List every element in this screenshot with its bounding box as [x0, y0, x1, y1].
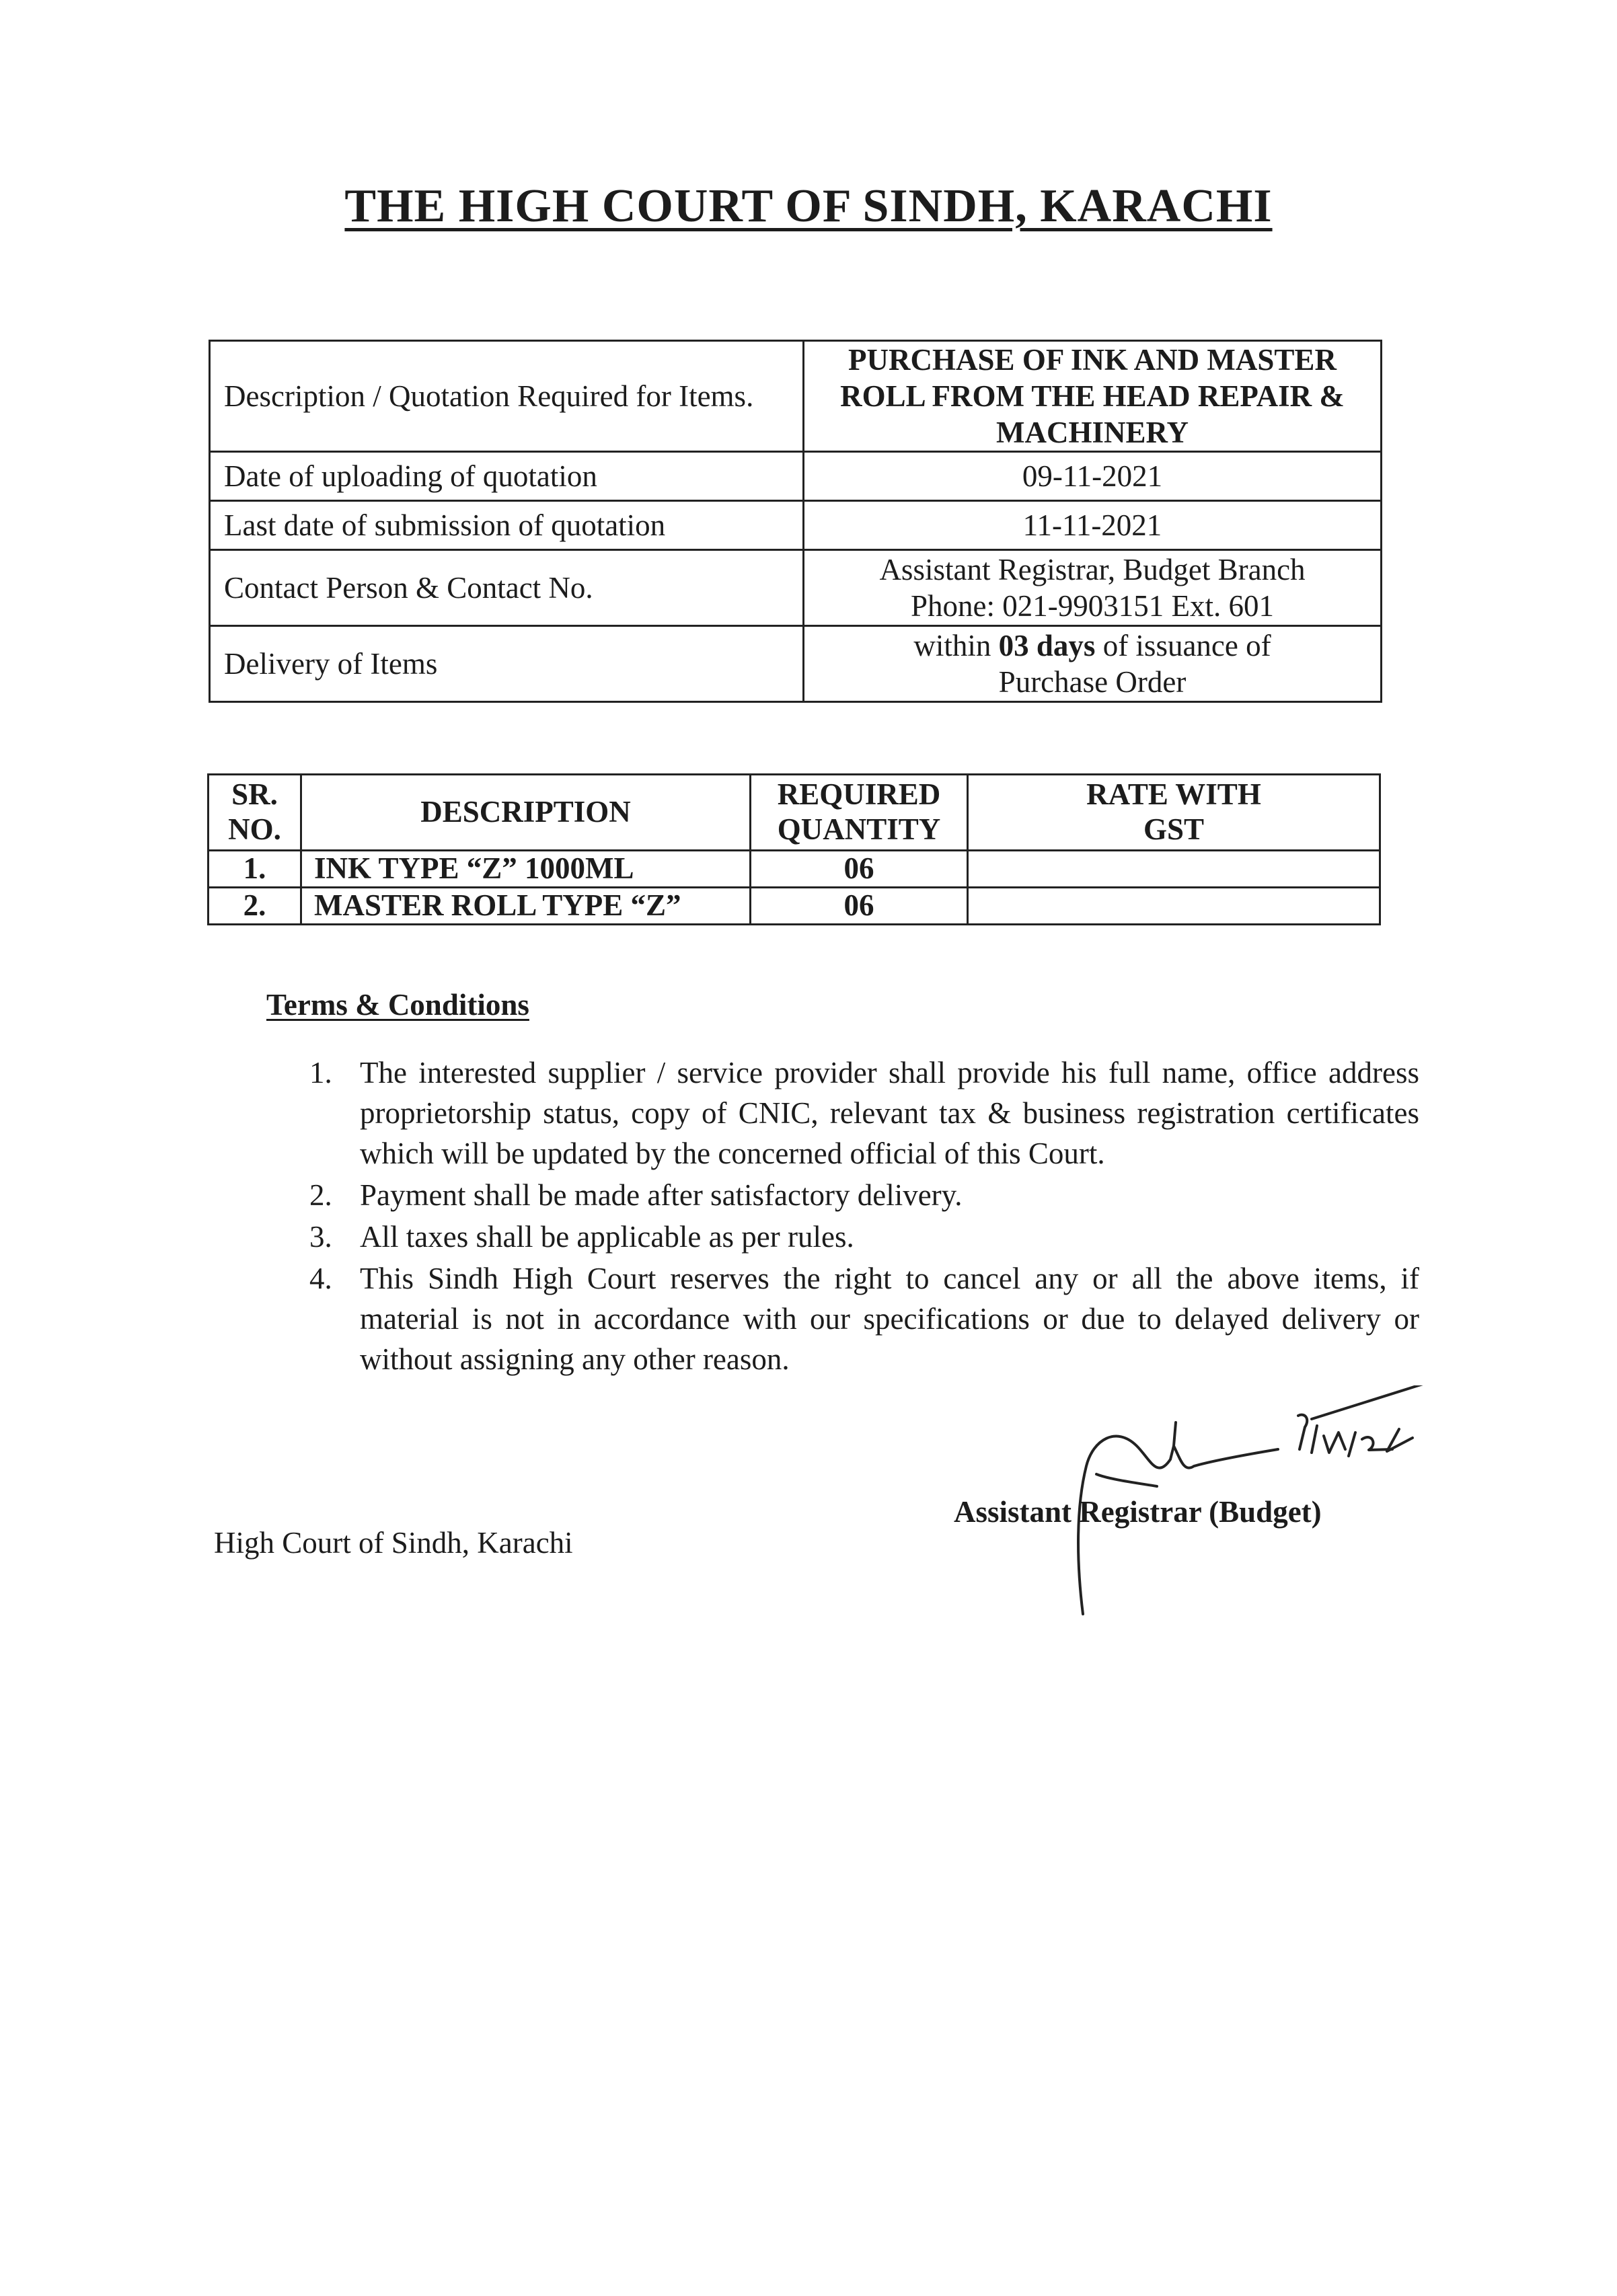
- term-text: This Sindh High Court reserves the right to cancel any or all the above items, if material is not in accordance with our specifications or due to delayed delivery or without assigning any other reason.: [360, 1262, 1419, 1376]
- table-row: [209, 888, 1380, 925]
- list-item: [296, 1217, 1419, 1257]
- page-title: THE HIGH COURT OF SINDH, KARACHI: [344, 180, 1273, 232]
- info-label: Contact Person & Contact No.: [210, 550, 804, 626]
- delivery-text: of issuance of: [1095, 629, 1271, 662]
- cell-sr: 2.: [209, 888, 301, 925]
- info-row-upload-date: [210, 452, 1382, 501]
- info-label: Last date of submission of quotation: [210, 501, 804, 550]
- cell-rate: [968, 851, 1380, 888]
- delivery-text: within: [913, 629, 999, 662]
- quotation-info-table: [209, 340, 1382, 703]
- info-value: 09-11-2021: [804, 452, 1382, 501]
- table-row: [209, 851, 1380, 888]
- info-row-delivery: [210, 626, 1382, 702]
- court-location: High Court of Sindh, Karachi: [214, 1526, 573, 1560]
- header-description: DESCRIPTION: [301, 775, 751, 851]
- info-value: [804, 626, 1382, 702]
- delivery-text-line2: Purchase Order: [998, 665, 1187, 699]
- info-label: Date of uploading of quotation: [210, 452, 804, 501]
- cell-sr: 1.: [209, 851, 301, 888]
- cell-quantity: 06: [751, 888, 968, 925]
- cell-quantity: 06: [751, 851, 968, 888]
- term-text: All taxes shall be applicable as per rules.: [360, 1220, 854, 1254]
- term-number: 4.: [309, 1262, 332, 1295]
- cell-description: MASTER ROLL TYPE “Z”: [301, 888, 751, 925]
- terms-list: [296, 1053, 1419, 1381]
- term-text: Payment shall be made after satisfactory delivery.: [360, 1178, 963, 1212]
- info-label: Delivery of Items: [210, 626, 804, 702]
- term-number: 1.: [309, 1056, 332, 1089]
- items-table: [207, 773, 1381, 925]
- term-number: 3.: [309, 1220, 332, 1254]
- info-row-submission-date: [210, 501, 1382, 550]
- list-item: [296, 1175, 1419, 1215]
- terms-heading: Terms & Conditions: [266, 988, 529, 1022]
- info-value: 11-11-2021: [804, 501, 1382, 550]
- info-label: Description / Quotation Required for Items.: [210, 341, 804, 452]
- delivery-days: 03 days: [998, 629, 1096, 662]
- cell-description: INK TYPE “Z” 1000ML: [301, 851, 751, 888]
- contact-phone: Phone: 021-9903151 Ext. 601: [911, 589, 1274, 623]
- header-sr-no: SR. NO.: [209, 775, 301, 851]
- info-row-description: [210, 341, 1382, 452]
- term-number: 2.: [309, 1178, 332, 1212]
- items-header-row: [209, 775, 1380, 851]
- cell-rate: [968, 888, 1380, 925]
- info-value: PURCHASE OF INK AND MASTER ROLL FROM THE HEAD REPAIR & MACHINERY: [804, 341, 1382, 452]
- info-value: [804, 550, 1382, 626]
- list-item: [296, 1258, 1419, 1379]
- signatory-title: Assistant Registrar (Budget): [954, 1495, 1322, 1529]
- header-rate-with-gst: RATE WITH GST: [968, 775, 1380, 851]
- term-text: The interested supplier / service provider shall provide his full name, office address proprietorship status, copy of CNIC, relevant tax & business registration certificates which will be updated by the concerned official of this Court.: [360, 1056, 1419, 1170]
- list-item: [296, 1053, 1419, 1174]
- contact-person: Assistant Registrar, Budget Branch: [879, 553, 1306, 586]
- header-required-quantity: REQUIRED QUANTITY: [751, 775, 968, 851]
- info-row-contact: [210, 550, 1382, 626]
